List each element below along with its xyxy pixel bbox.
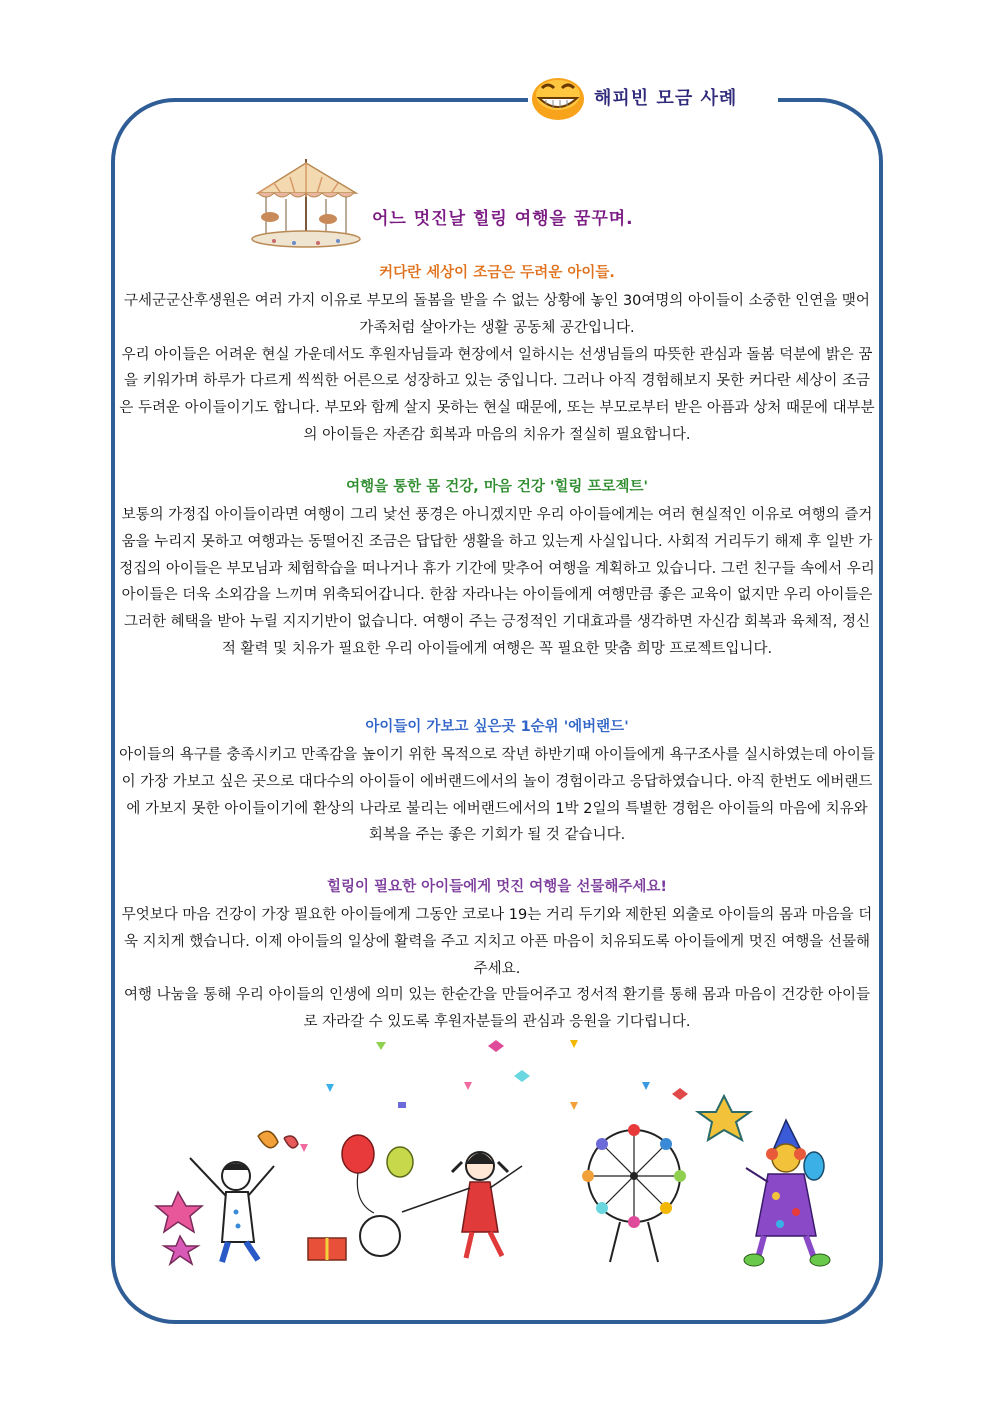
- main-title: 어느 멋진날 힐링 여행을 꿈꾸며.: [372, 209, 634, 229]
- header: [528, 72, 778, 122]
- children-playing-illustration: [150, 1036, 870, 1268]
- section-heading: 아이들이 가보고 싶은곳 1순위 '에버랜드': [365, 719, 629, 735]
- section-2: [118, 476, 876, 663]
- header-title: 해피빈 모금 사례: [594, 88, 738, 109]
- smiley-icon: [528, 72, 590, 122]
- section-4: [118, 876, 876, 1036]
- section-paragraph: 우리 아이들은 어려운 현실 가운데서도 후원자님들과 현장에서 일하시는 선생님들의 따뜻한 관심과 돌봄 덕분에 밝은 꿈을 키워가며 하루가 다르게 씩씩한 어른으로 성장하고 있는 중입니다. 그러나 아직 경험해보지 못한 커다란 세상이 조금은 두려운 아이들이기도 합니다. 부모와 함께 살지 못하는 현실 때문에, 또는 부모로부터 받은 아픔과 상처 때문에 대부분의 아이들은 자존감 회복과 마음의 치유가 절실히 필요합니다.: [119, 346, 875, 443]
- section-paragraph: 보통의 가정집 아이들이라면 여행이 그리 낯선 풍경은 아니겠지만 우리 아이들에게는 여러 현실적인 이유로 여행의 즐거움을 누리지 못하고 여행과는 동떨어진 조금은 답답한 생활을 하고 있는게 사실입니다. 사회적 거리두기 해제 후 일반 가정집의 아이들은 부모님과 체험학습을 떠나거나 휴가 기간에 맞추어 여행을 계획하고 있습니다. 그런 친구들 속에서 우리 아이들은 더욱 소외감을 느끼며 위축되어갑니다. 한참 자라나는 아이들에게 여행만큼 좋은 교육이 없지만 우리 아이들은 그러한 혜택을 받아 누릴 지지기반이 없습니다. 여행이 주는 긍정적인 기대효과를 생각하면 자신감 회복과 육체적, 정신적 활력 및 치유가 필요한 우리 아이들에게 여행은 꼭 필요한 맞춤 희망 프로젝트입니다.: [119, 507, 875, 657]
- section-heading: 커다란 세상이 조금은 두려운 아이들.: [379, 265, 615, 281]
- section-heading: 여행을 통한 몸 건강, 마음 건강 '힐링 프로젝트': [346, 479, 648, 495]
- section-paragraph: 무엇보다 마음 건강이 가장 필요한 아이들에게 그동안 코로나 19는 거리 두기와 제한된 외출로 아이들의 몸과 마음을 더욱 지치게 했습니다. 이제 아이들의 일상에 활력을 주고 지치고 아픈 마음이 치유되도록 아이들에게 멋진 여행을 선물해주세요.: [121, 907, 873, 977]
- carousel-illustration: [244, 155, 364, 251]
- section-1: [118, 262, 876, 449]
- section-3: [118, 716, 876, 849]
- section-paragraph: 아이들의 욕구를 충족시키고 만족감을 높이기 위한 목적으로 작년 하반기때 아이들에게 욕구조사를 실시하였는데 아이들이 가장 가보고 싶은 곳으로 대다수의 아이들이 에버랜드에서의 놀이 경험이라고 응답하였습니다. 아직 한번도 에버랜드에 가보지 못한 아이들이기에 환상의 나라로 불리는 에버랜드에서의 1박 2일의 특별한 경험은 아이들의 마음에 치유와 회복을 주는 좋은 기회가 될 것 같습니다.: [119, 747, 875, 844]
- section-paragraph: 여행 나눔을 통해 우리 아이들의 인생에 의미 있는 한순간을 만들어주고 정서적 환기를 통해 몸과 마음이 건강한 아이들로 자라갈 수 있도록 후원자분들의 관심과 응원을 기다립니다.: [123, 987, 871, 1031]
- section-paragraph: 구세군군산후생원은 여러 가지 이유로 부모의 돌봄을 받을 수 없는 상황에 놓인 30여명의 아이들이 소중한 인연을 맺어 가족처럼 살아가는 생활 공동체 공간입니다.: [124, 293, 870, 336]
- section-heading: 힐링이 필요한 아이들에게 멋진 여행을 선물해주세요!: [326, 879, 667, 895]
